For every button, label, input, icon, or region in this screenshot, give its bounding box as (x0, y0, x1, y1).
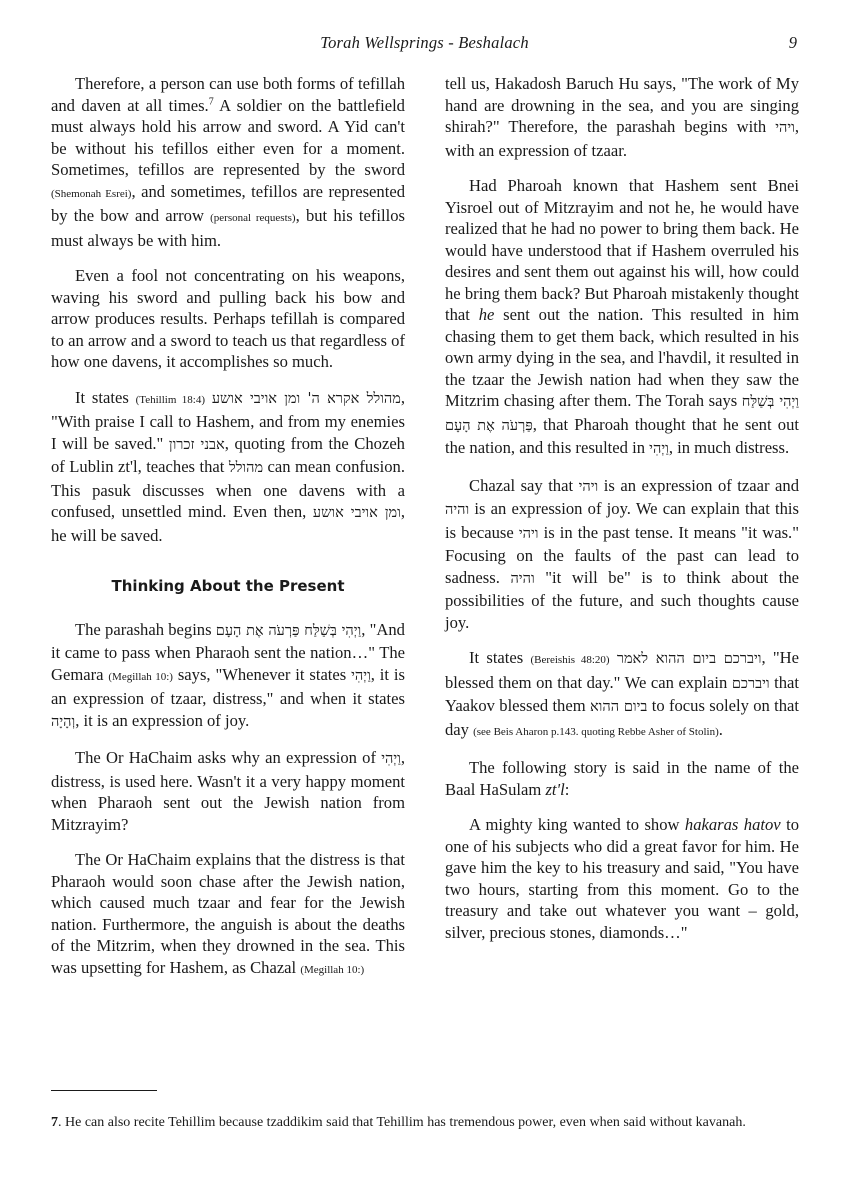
text-span: , "He blessed them on that day." We can explain (445, 648, 799, 692)
text-span: that Yaakov blessed them (445, 672, 800, 715)
section-heading: Thinking About the Present (111, 577, 345, 595)
hebrew-quote: מהולל (228, 460, 264, 476)
hebrew-quote: ויהי (578, 478, 599, 495)
text-span: to focus solely on that day (445, 696, 800, 739)
source-citation: (Shemonah Esrei) (51, 187, 132, 200)
footnote-text: . He can also recite Tehillim because tzaddikim said that Tehillim has tremendous power, even when said without kavanah. (58, 1115, 746, 1130)
text-span: , with an expression of tzaar. (445, 117, 799, 160)
hebrew-quote: ויהי (518, 525, 539, 542)
source-citation: (personal requests) (210, 212, 296, 224)
left-column (51, 73, 405, 995)
running-header (0, 33, 849, 57)
paragraph (445, 757, 799, 800)
hebrew-quote: וַיְהִי (351, 667, 371, 684)
footnote-divider (51, 1090, 157, 1091)
hebrew-quote: ויהי (775, 120, 795, 136)
text-span: is an expression of joy. We can explain that this is because (445, 499, 799, 542)
paragraph (51, 849, 405, 981)
page-number: 9 (788, 33, 797, 52)
text-span: , it is an expression of joy. (75, 710, 250, 730)
text-span: The following story is said in the name of the Baal HaSulam (445, 758, 799, 799)
text-span: Had Pharoah known that Hashem sent Bnei Yisroel out of Mitzrayim and not he, he would have realized that he had no power to bring them back. He would have understood that if Hashem overruled his desires and sent them out against his will, how could he bring them back? But Pharoah mistakenly thought that (445, 176, 799, 324)
text-span: Chazal say that (469, 475, 579, 495)
text-span: , he will be saved. (51, 502, 405, 545)
emphasis: he (478, 305, 495, 324)
hebrew-quote: והיה (445, 502, 470, 518)
text-span: The Or HaChaim asks why an expression of (75, 748, 382, 767)
hebrew-quote: ביום ההוא (589, 699, 648, 715)
text-span: is in the past tense. It means "it was." Focusing on the faults of the past can lead to sadness. (445, 522, 799, 587)
source-citation: (Megillah 10:) (300, 963, 365, 976)
text-span: A mighty king wanted to show (469, 815, 685, 834)
paragraph (51, 387, 405, 547)
text-span: , it is an expression of tzaar, distress," and when it states (51, 664, 405, 708)
text-span: sent out the nation. This resulted in him chasing them to get them back, which resulted in his own army dying in the sea, and l'havdil, it resulted in the tzaar the Jewish nation had when they saw the Mitzrim chasing after them. The Torah says (445, 305, 799, 410)
hebrew-quote: ומן אויבי אושע (312, 505, 401, 521)
text-span: The parashah begins (75, 619, 216, 639)
text-span: , but his tefillos must always be with him. (51, 206, 406, 250)
text-span: It states (75, 387, 136, 407)
paragraph (445, 814, 799, 943)
hebrew-quote: ויברכם ביום ההוא לאמר (616, 651, 762, 667)
text-span: is an expression of tzaar and (598, 475, 799, 495)
text-span: . (718, 719, 723, 739)
paragraph (445, 647, 799, 743)
text-span: "it will be" is to think about the possibilities of the future, and such thoughts cause joy. (445, 567, 800, 632)
header-title: Torah Wellsprings - Beshalach (320, 33, 529, 52)
paragraph (445, 475, 799, 634)
hebrew-quote: והיה (510, 570, 535, 587)
footnote (51, 1113, 799, 1132)
source-citation: (Bereishis 48:20) (530, 654, 610, 666)
text-span: , and sometimes, tefillos are represented by the bow and arrow (51, 181, 405, 225)
hebrew-quote: וַיְהִי (381, 751, 401, 767)
hebrew-quote: אבני זכרון (168, 436, 225, 453)
text-span: to one of his subjects who did a great favor for him. He gave him the key to his treasury and said, "You have two hours, starting from this moment. Go to the treasury and take out whatever you want – gold, silver, precious stones, diamonds…" (445, 815, 799, 942)
hebrew-quote: מהולל אקרא ה' ומן אויבי אושע (211, 390, 401, 407)
paragraph (445, 175, 799, 461)
text-span: says, "Whenever it states (172, 664, 352, 684)
hebrew-quote: וְהָיָה (51, 713, 76, 730)
source-citation: (see Beis Aharon p.143. quoting Rebbe Asher of Stolin) (473, 725, 719, 738)
text-span: tell us, Hakadosh Baruch Hu says, "The work of My hand are drowning in the sea, and you are singing shirah?" Therefore, the parashah begins with (445, 74, 799, 136)
paragraph (51, 73, 405, 251)
hebrew-quote: וַיְהִי (649, 441, 669, 457)
text-span: , quoting from the Chozeh of Lublin zt'l, teaches that (51, 433, 405, 476)
text-span: can mean confusion. This pasuk discusses when one davens with a confused, unsettled mind. Even then, (51, 457, 405, 521)
paragraph (51, 619, 405, 734)
text-span: , in much distress. (668, 438, 790, 457)
hebrew-quote: וַיְהִי בְּשַׁלַּח פַּרְעֹה אֶת הָעָם (215, 622, 362, 639)
footnote-reference[interactable]: 7 (208, 95, 214, 107)
right-column (445, 73, 799, 957)
text-span: , "And it came to pass when Pharaoh sent the nation…" The Gemara (51, 619, 405, 684)
text-span: , that Pharoah thought that he sent out the nation, and this resulted in (445, 414, 799, 457)
text-span: , "With praise I call to Hashem, and from my enemies I will be saved." (51, 387, 405, 453)
text-span: , distress, is used here. Wasn't it a very happy moment when Pharaoh sent out the Jewish nation from Mitzrayim? (51, 748, 405, 834)
emphasis: zt'l (545, 779, 565, 799)
paragraph (51, 747, 405, 835)
footnote-number: 7 (51, 1115, 58, 1130)
source-citation: (Tehillim 18:4) (135, 393, 206, 406)
hebrew-quote: וַיְהִי בְּשַׁלַּח פַּרְעֹה אֶת הָעָם (445, 394, 799, 434)
text-span: Therefore, a person can use both forms of tefillah and daven at all times. (51, 74, 405, 115)
paragraph: Even a fool not concentrating on his weapons, waving his sword and pulling back his bow and arrow produces results. Perhaps tefillah is compared to an arrow and a sword to teach us that regardless of how one davens, it accomplishes so much. (51, 266, 405, 371)
emphasis: hakaras hatov (684, 815, 781, 834)
text-span: A soldier on the battlefield must always hold his arrow and sword. A Yid can't be without his tefillos either even for a moment. Sometimes, tefillos are represented by the sword (51, 95, 405, 179)
text-span: : (564, 779, 570, 799)
text-span: It states (469, 648, 531, 667)
hebrew-quote: ויברכם (731, 675, 770, 692)
text-span: The Or HaChaim explains that the distress is that Pharaoh would soon chase after the Jewish nation, which caused much tzaar and fear for the Jewish nation. Furthermore, the anguish is about the deaths of the Mitzrim, when they drowned in the sea. This was upsetting for Hashem, as Chazal (51, 850, 405, 977)
source-citation: (Megillah 10:) (108, 670, 173, 683)
paragraph (445, 73, 799, 161)
